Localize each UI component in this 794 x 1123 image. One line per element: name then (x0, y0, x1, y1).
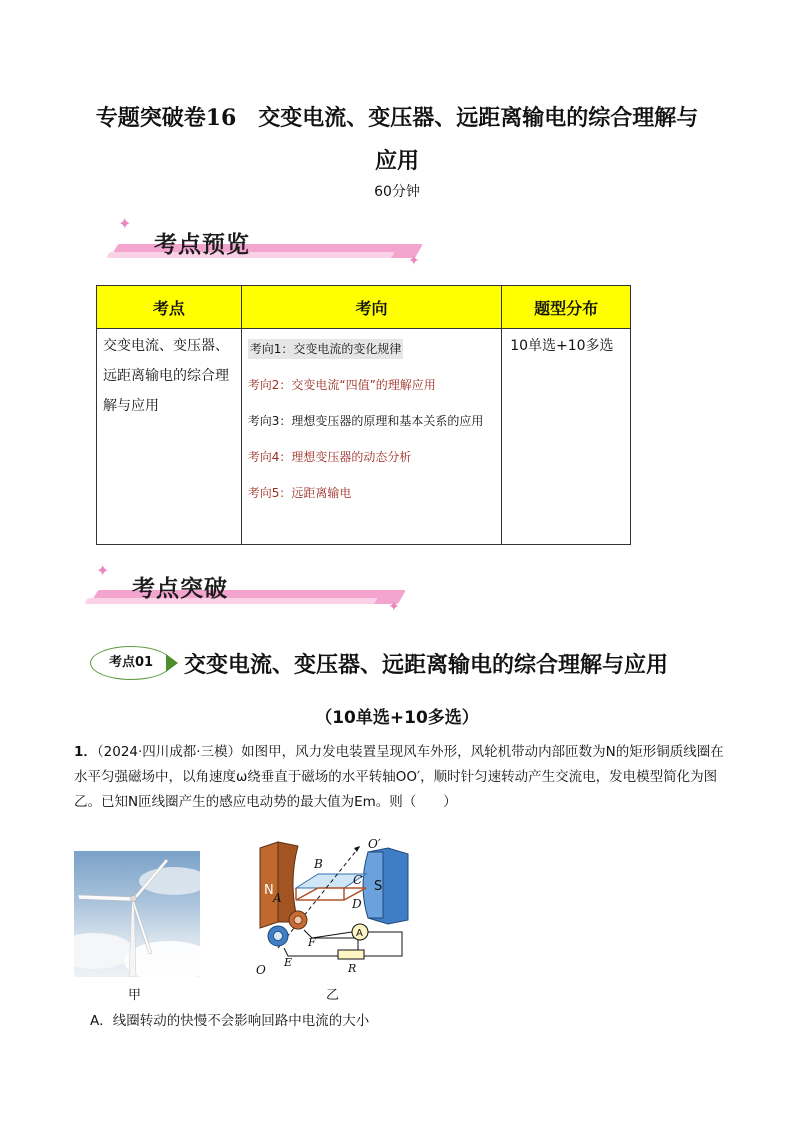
section-badge: 考点01 (90, 646, 172, 680)
generator-diagram (248, 838, 423, 978)
wind-turbine-icon (74, 851, 200, 977)
header-topic: 考点 (97, 286, 242, 329)
aspect-2: 考向2：交变电流“四值”的理解应用 (247, 378, 436, 392)
label-o: O (256, 963, 266, 977)
header-distribution: 题型分布 (502, 286, 631, 329)
overview-row (97, 329, 631, 545)
badge-arrow-icon (166, 654, 178, 672)
label-r: R (348, 962, 357, 975)
figure-caption-right: 乙 (326, 988, 340, 1003)
question-source: （2024·四川成都·三模） (96, 744, 242, 760)
magnet-s-label: S (374, 879, 383, 894)
preview-banner-label: 考点预览 (154, 232, 250, 258)
label-b: B (314, 857, 323, 871)
aspect-4: 考向4：理想变压器的动态分析 (247, 450, 412, 464)
label-d: D (352, 897, 362, 911)
breakthrough-banner (86, 566, 416, 614)
section-subtitle: （10单选+10多选） (315, 708, 479, 728)
banner-stripe-light (84, 598, 377, 604)
sparkle-icon: ✦ (408, 253, 420, 269)
aspect-item (248, 331, 495, 367)
label-f: F (308, 936, 316, 949)
overview-header-row (97, 286, 631, 329)
aspect-3: 考向3：理想变压器的原理和基本关系的应用 (247, 414, 484, 428)
label-e: E (284, 956, 293, 969)
title-line-2: 应用 (374, 148, 419, 174)
section-title: 交变电流、变压器、远距离输电的综合理解与应用 (184, 653, 669, 678)
question-number: 1． (74, 744, 97, 760)
aspects-cell (241, 329, 501, 545)
question-1 (74, 740, 724, 815)
sparkle-icon: ✦ (96, 561, 110, 580)
magnet-n-label: N (264, 883, 274, 898)
sparkle-icon: ✦ (388, 599, 400, 615)
question-text: 如图甲，风力发电装置呈现风车外形，风轮机带动内部匝数为N的矩形铜质线圈在水平匀强磁场中，以角速度ω绕垂直于磁场的水平转轴OO′，顺时针匀速转动产生交流电，发电模型简化为图乙。已知N匝线圈产生的感应电动势的最大值为Em。则（ ） (74, 744, 724, 810)
banner-stripe-light (106, 252, 394, 258)
overview-table (96, 285, 631, 545)
label-a: A (273, 891, 282, 905)
aspect-5: 考向5：远距离输电 (247, 486, 352, 500)
title-line-1: 专题突破卷16 交变电流、变压器、远距离输电的综合理解与 (95, 105, 699, 131)
figure-caption-left: 甲 (128, 988, 142, 1003)
label-c: C (353, 873, 363, 887)
wind-turbine-photo (74, 851, 200, 977)
ammeter-label: A (356, 928, 363, 939)
exam-duration: 60分钟 (374, 184, 420, 200)
aspect-1: 考向1：交变电流的变化规律 (248, 339, 404, 359)
option-a: A．线圈转动的快慢不会影响回路中电流的大小 (90, 1013, 370, 1029)
preview-banner (108, 222, 428, 270)
topic-cell: 交变电流、变压器、远距离输电的综合理解与应用 (97, 329, 242, 545)
label-o-prime: O′ (368, 838, 381, 851)
distribution-cell: 10单选+10多选 (502, 329, 631, 545)
breakthrough-banner-label: 考点突破 (132, 576, 228, 602)
sparkle-icon: ✦ (118, 214, 132, 233)
header-aspect: 考向 (241, 286, 501, 329)
